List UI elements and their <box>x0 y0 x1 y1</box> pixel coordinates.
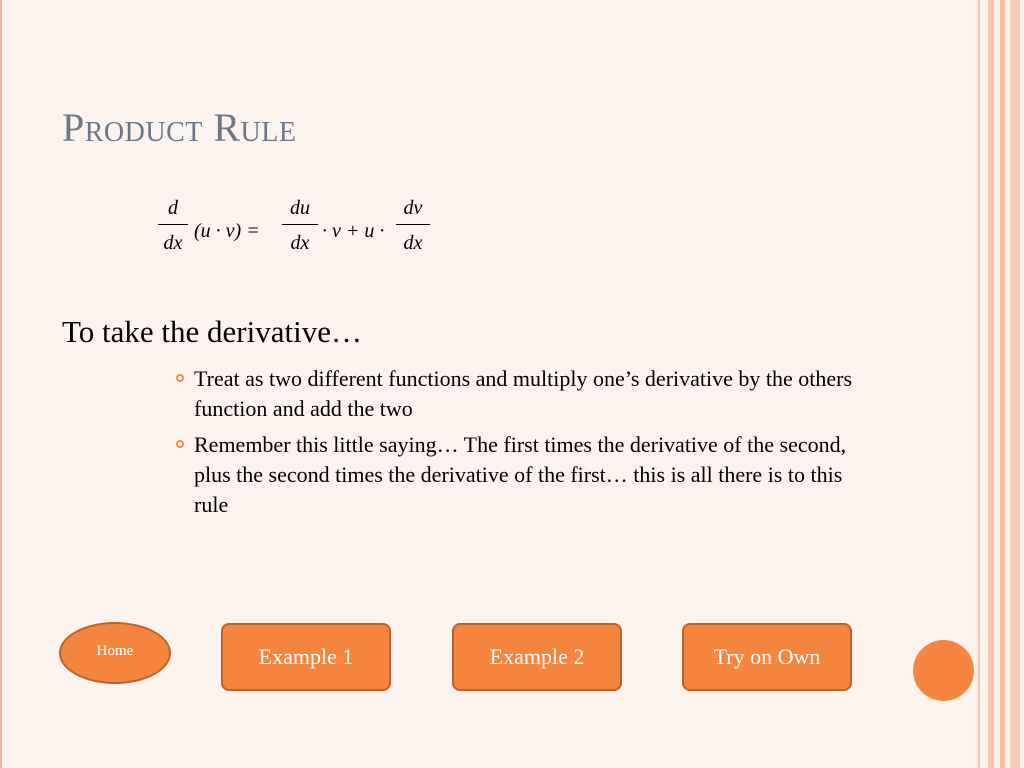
formula-lhs-expression: (u · v) = <box>194 220 260 242</box>
stripe <box>1000 0 1005 768</box>
bullet-text: Treat as two different functions and multiply one’s derivative by the others function and add the two <box>194 366 853 421</box>
home-button[interactable]: Home <box>59 622 171 684</box>
right-stripes-decoration <box>978 0 1024 768</box>
fraction-bar <box>282 224 318 225</box>
stripe <box>978 0 980 768</box>
fraction-numerator: d <box>168 197 178 219</box>
bullet-circle-icon <box>176 440 184 448</box>
slide-title: Product Rule <box>62 105 297 150</box>
stripe <box>1010 0 1020 768</box>
fraction-d-dx <box>158 196 188 255</box>
example-2-button[interactable]: Example 2 <box>452 623 622 691</box>
try-on-own-button[interactable]: Try on Own <box>682 623 852 691</box>
fraction-denominator: dx <box>403 232 423 254</box>
bullet-list <box>174 364 854 526</box>
example-1-button[interactable]: Example 1 <box>221 623 391 691</box>
bullet-item <box>174 364 854 424</box>
formula-middle-expression: · v + u · <box>322 220 385 242</box>
bullet-text: Remember this little saying… The first times the derivative of the second, plus the second times the derivative of the first… this is all there is to this rule <box>194 432 847 517</box>
fraction-dv-dx <box>396 196 430 255</box>
lead-text: To take the derivative… <box>62 314 362 349</box>
fraction-du-dx <box>282 196 318 255</box>
left-border <box>0 0 8 768</box>
fraction-numerator: du <box>290 197 310 219</box>
fraction-denominator: dx <box>163 232 183 254</box>
fraction-numerator: dv <box>403 197 423 219</box>
fraction-denominator: dx <box>290 232 310 254</box>
fraction-bar <box>158 224 188 225</box>
bullet-item <box>174 430 854 520</box>
bullet-circle-icon <box>176 374 184 382</box>
decorative-circle <box>913 640 974 701</box>
stripe <box>988 0 994 768</box>
fraction-bar <box>396 224 430 225</box>
